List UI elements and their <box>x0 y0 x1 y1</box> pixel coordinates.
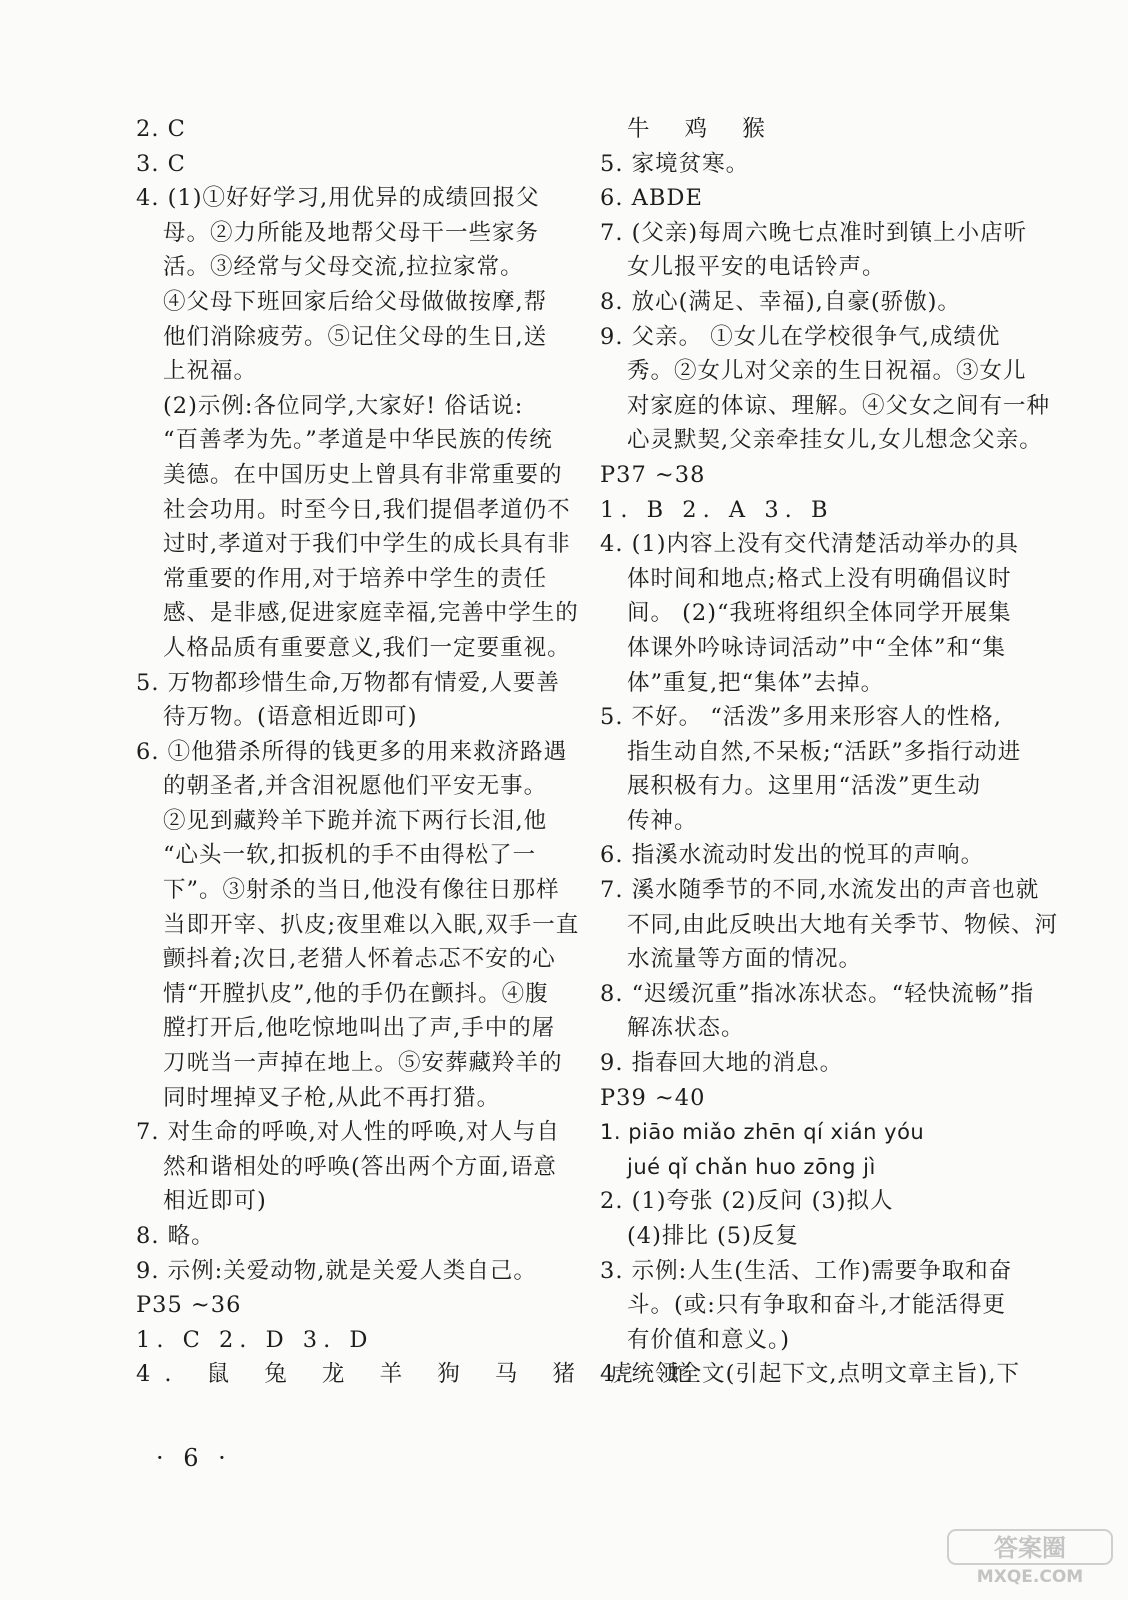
answer-line: 5. 万物都珍惜生命,万物都有情爱,人要善 <box>136 669 560 696</box>
answer-line: ②见到藏羚羊下跪并流下两行长泪,他 <box>163 807 548 834</box>
answer-line: 间。 (2)“我班将组织全体同学开展集 <box>627 600 1012 627</box>
watermark-logo <box>946 1528 1114 1586</box>
answer-line: 常重要的作用,对于培养中学生的责任 <box>163 565 548 592</box>
answer-line: 6. ①他猎杀所得的钱更多的用来救济路遇 <box>136 738 568 765</box>
answer-line: 不同,由此反映出大地有关季节、物候、河 <box>627 911 1059 938</box>
answer-line: 过时,孝道对于我们中学生的成长具有非 <box>163 531 571 558</box>
answer-line: 秀。②女儿对父亲的生日祝福。③女儿 <box>627 358 1027 385</box>
answer-line: 5. 家境贫寒。 <box>600 150 750 177</box>
answer-line: 3. C <box>136 150 186 177</box>
answer-line: 解冻状态。 <box>627 1015 745 1042</box>
right-column <box>600 112 1059 1392</box>
answer-line: 传神。 <box>627 807 698 834</box>
section-heading: P35 ~36 <box>136 1292 242 1319</box>
answer-line: 牛 鸡 猴 <box>627 116 779 142</box>
page-number: · 6 · <box>156 1444 232 1472</box>
answer-line: 上祝福。 <box>163 358 258 385</box>
answer-line: 6. ABDE <box>600 185 703 212</box>
answer-line: 7. (父亲)每周六晚七点准时到镇上小店听 <box>600 219 1028 246</box>
answer-line: 刀咣当一声掉在地上。⑤安葬藏羚羊的 <box>163 1050 563 1077</box>
answer-line: 4. 鼠 兔 龙 羊 狗 马 猪 虎 蛇 <box>136 1361 705 1388</box>
answer-line: 感、是非感,促进家庭幸福,完善中学生的 <box>163 600 579 627</box>
answer-line: ④父母下班回家后给父母做做按摩,帮 <box>163 288 548 315</box>
pinyin-line: 1. piāo miǎo zhēn qí xián yóu <box>600 1120 925 1145</box>
watermark-line2: MXQE.COM <box>976 1567 1084 1586</box>
answer-line: 情“开膛扒皮”,他的手仍在颤抖。④腹 <box>163 980 549 1007</box>
answer-line: 的朝圣者,并含泪祝愿他们平安无事。 <box>163 773 548 800</box>
answer-line: 母。②力所能及地帮父母干一些家务 <box>163 219 540 246</box>
answer-line: 斗。(或:只有争取和奋斗,才能活得更 <box>627 1292 1007 1319</box>
answer-line: 对家庭的体谅、理解。④父女之间有一种 <box>627 392 1051 419</box>
answer-line: 有价值和意义。) <box>627 1326 791 1353</box>
answer-line: 8. 放心(满足、幸福),自豪(骄傲)。 <box>600 288 961 315</box>
answer-line: 人格品质有重要意义,我们一定要重视。 <box>163 634 571 661</box>
answer-line: 2. C <box>136 116 186 142</box>
answer-line: 3. 示例:人生(生活、工作)需要争取和奋 <box>600 1257 1013 1284</box>
answer-line: 指生动自然,不呆板;“活跃”多指行动进 <box>627 738 1022 765</box>
answer-line: 4. 统领全文(引起下文,点明文章主旨),下 <box>600 1361 1020 1388</box>
answer-line: 体”重复,把“集体”去掉。 <box>627 669 885 696</box>
answer-line: 相近即可) <box>163 1188 267 1215</box>
section-heading: P39 ~40 <box>600 1084 706 1111</box>
answer-line: 他们消除疲劳。⑤记住父母的生日,送 <box>163 323 548 350</box>
answer-line: 2. (1)夸张 (2)反问 (3)拟人 <box>600 1188 894 1215</box>
answer-line: “百善孝为先。”孝道是中华民族的传统 <box>163 427 553 454</box>
answer-line: 社会功用。时至今日,我们提倡孝道仍不 <box>163 496 571 523</box>
answer-line: 9. 指春回大地的消息。 <box>600 1050 844 1077</box>
answer-line: 心灵默契,父亲牵挂女儿,女儿想念父亲。 <box>627 427 1043 454</box>
answer-line: 1. B 2. A 3. B <box>600 496 834 523</box>
answer-line: (2)示例:各位同学,大家好! 俗话说: <box>163 392 524 419</box>
watermark-line1: 答案圈 <box>994 1534 1066 1562</box>
answer-line: 当即开宰、扒皮;夜里难以入眠,双手一直 <box>163 911 580 938</box>
answer-line: 4. (1)①好好学习,用优异的成绩回报父 <box>136 185 540 212</box>
answer-line: 同时埋掉叉子枪,从此不再打猎。 <box>163 1084 501 1111</box>
answer-line: 7. 溪水随季节的不同,水流发出的声音也就 <box>600 877 1040 904</box>
answer-line: 8. 略。 <box>136 1223 215 1249</box>
pinyin-line: jué qǐ chǎn huo zōng jì <box>627 1154 876 1179</box>
answer-line: 美德。在中国历史上曾具有非常重要的 <box>163 461 563 488</box>
answer-line: 膛打开后,他吃惊地叫出了声,手中的屠 <box>163 1015 556 1042</box>
answer-line: 水流量等方面的情况。 <box>627 946 863 973</box>
answer-line: 活。③经常与父母交流,拉拉家常。 <box>163 254 524 281</box>
section-heading: P37 ~38 <box>600 461 706 488</box>
answer-line: 5. 不好。 “活泼”多用来形容人的性格, <box>600 704 1002 731</box>
answer-line: 9. 父亲。 ①女儿在学校很争气,成绩优 <box>600 323 1001 350</box>
answer-line: 女儿报平安的电话铃声。 <box>627 254 886 281</box>
answer-line: 体时间和地点;格式上没有明确倡议时 <box>627 565 1012 592</box>
answer-line: 7. 对生命的呼唤,对人性的呼唤,对人与自 <box>136 1119 560 1146</box>
answer-line: “心头一软,扣扳机的手不由得松了一 <box>163 842 537 869</box>
answer-line: 下”。③射杀的当日,他没有像往日那样 <box>163 877 560 904</box>
answer-line: 展积极有力。这里用“活泼”更生动 <box>627 773 982 800</box>
answer-line: 6. 指溪水流动时发出的悦耳的声响。 <box>600 842 985 869</box>
answer-line: 然和谐相处的呼唤(答出两个方面,语意 <box>163 1153 557 1180</box>
answer-line: 1. C 2. D 3. D <box>136 1326 374 1353</box>
answer-line: 颤抖着;次日,老猎人怀着忐忑不安的心 <box>163 946 556 973</box>
answer-line: (4)排比 (5)反复 <box>627 1223 799 1249</box>
answer-line: 4. (1)内容上没有交代清楚活动举办的具 <box>600 531 1019 558</box>
answer-line: 9. 示例:关爱动物,就是关爱人类自己。 <box>136 1257 537 1284</box>
answer-line: 8. “迟缓沉重”指冰冻状态。“轻快流畅”指 <box>600 980 1035 1007</box>
answer-line: 体课外吟咏诗词活动”中“全体”和“集 <box>627 634 1007 661</box>
answer-line: 待万物。(语意相近即可) <box>163 704 418 731</box>
